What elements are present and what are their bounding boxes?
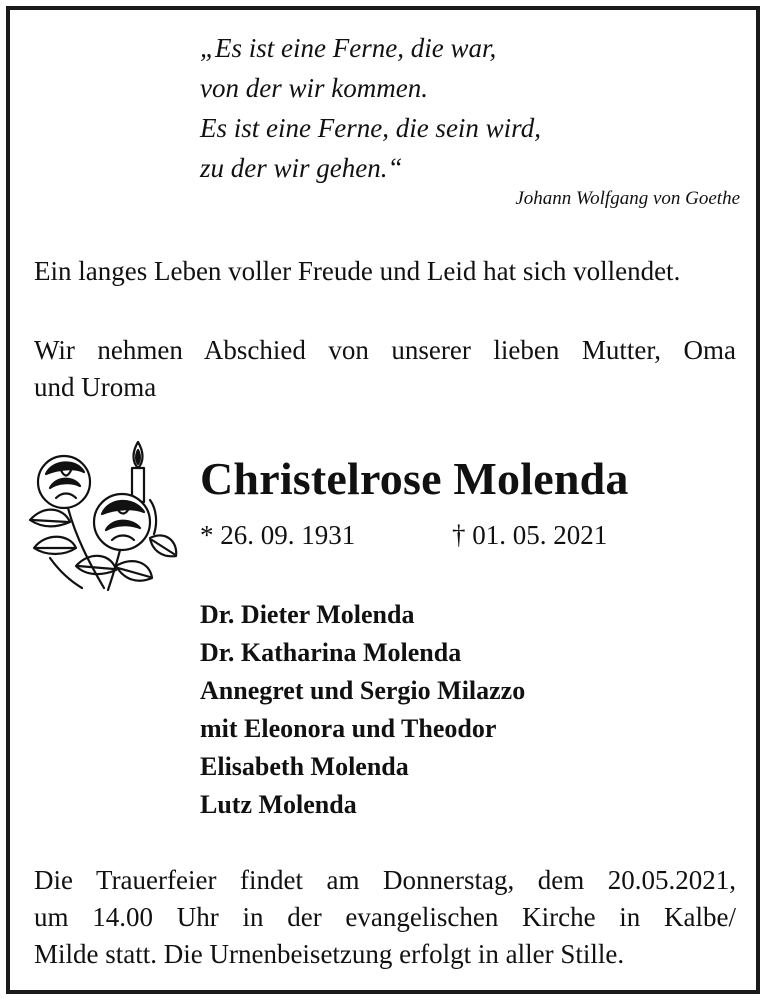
poem-line: von der wir kommen. (200, 73, 428, 103)
deceased-name: Christelrose Molenda (200, 453, 629, 504)
service-line: Milde statt. Die Urnenbeisetzung erfolgt in aller Stille. (34, 939, 625, 969)
mourners-list (200, 596, 525, 824)
service-line: Die Trauerfeier findet am Donnerstag, dem 20.05.2021, (34, 865, 736, 895)
poem-line: Es ist eine Ferne, die sein wird, (200, 113, 541, 143)
poem-quote (200, 28, 541, 188)
mourner-line: Lutz Molenda (200, 790, 357, 819)
intro-text: Ein langes Leben voller Freude und Leid hat sich vollendet. (34, 256, 681, 286)
poem-author: Johann Wolfgang von Goethe (515, 188, 740, 209)
mourner-line: Elisabeth Molenda (200, 752, 409, 781)
birth-date: * 26. 09. 1931 (200, 520, 356, 550)
mourner-line: Dr. Dieter Molenda (200, 600, 415, 629)
obituary-notice (6, 6, 760, 994)
life-dates (200, 520, 608, 551)
farewell-line: und Uroma (34, 372, 157, 402)
mourner-line: Annegret und Sergio Milazzo (200, 676, 526, 705)
funeral-service-info (34, 862, 736, 973)
farewell-line: Wir nehmen Abschied von unserer lieben Mutter, Oma (34, 335, 736, 365)
rose-candle-icon (20, 438, 180, 596)
poem-line: „Es ist eine Ferne, die war, (200, 33, 497, 63)
poem-line: zu der wir gehen.“ (200, 153, 403, 183)
mourner-line: mit Eleonora und Theodor (200, 714, 497, 743)
farewell-text (34, 332, 736, 406)
death-date: † 01. 05. 2021 (452, 520, 608, 550)
service-line: um 14.00 Uhr in der evangelischen Kirche in Kalbe/ (34, 902, 736, 932)
mourner-line: Dr. Katharina Molenda (200, 638, 462, 667)
